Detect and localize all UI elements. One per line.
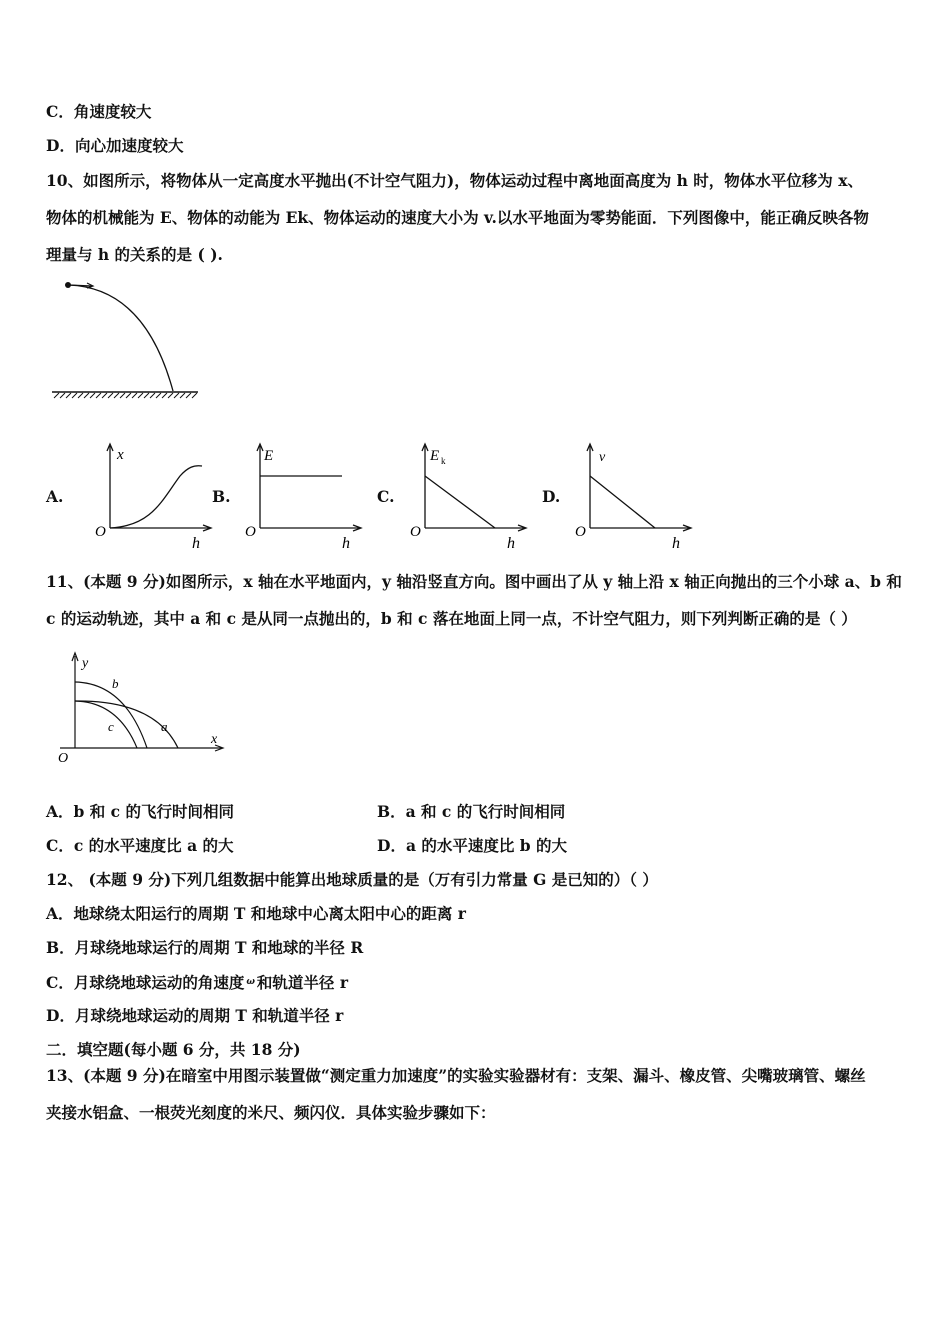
q11-fig-a-label: a bbox=[161, 719, 168, 734]
q10-option-c-label: C. bbox=[377, 487, 395, 506]
q11-option-d: D．a 的水平速度比 b 的大 bbox=[377, 836, 568, 855]
q12-stem: 12、 (本题 9 分)下列几组数据中能算出地球质量的是（万有引力常量 G 是已知的）（ ） bbox=[46, 870, 658, 889]
graph-d-y-label: v bbox=[599, 450, 606, 465]
q10-stem-line2: 物体的机械能为 E、物体的动能为 Ek、物体运动的速度大小为 v.以水平地面为零势能面．下列图像中，能正确反映各物 bbox=[46, 208, 869, 227]
graph-c-h-label: h bbox=[507, 535, 515, 552]
section-2-heading: 二．填空题(每小题 6 分，共 18 分) bbox=[46, 1040, 301, 1059]
q11-fig-b-label: b bbox=[112, 676, 119, 691]
q12-option-b: B．月球绕地球运行的周期 T 和地球的半径 R bbox=[46, 938, 364, 957]
q11-option-c: C．c 的水平速度比 a 的大 bbox=[46, 836, 234, 855]
q11-fig-origin: O bbox=[58, 751, 69, 766]
q11-option-b: B．a 和 c 的飞行时间相同 bbox=[377, 802, 566, 821]
q10-option-b-label: B. bbox=[212, 487, 231, 506]
q10-stem-line1: 10、如图所示，将物体从一定高度水平抛出(不计空气阻力)，物体运动过程中离地面高度为 h 时，物体水平位移为 x、 bbox=[46, 171, 863, 190]
graph-d-h-label: h bbox=[672, 535, 680, 552]
graph-d-origin: O bbox=[575, 524, 586, 540]
q12-option-d: D．月球绕地球运动的周期 T 和轨道半径 r bbox=[46, 1006, 344, 1025]
graph-a-y-label: x bbox=[117, 447, 124, 463]
q11-fig-c-label: c bbox=[108, 719, 114, 734]
graph-b-origin: O bbox=[245, 524, 256, 540]
graph-a-h-label: h bbox=[192, 535, 200, 552]
q13-stem-line2: 夹接水铝盒、一根荧光刻度的米尺、频闪仪．具体实验步骤如下： bbox=[46, 1103, 496, 1122]
graph-c-y-subscript: k bbox=[441, 456, 446, 466]
q12-omega-symbol: ω bbox=[246, 977, 255, 987]
q12-option-c-pre: C．月球绕地球运动的角速度 bbox=[46, 973, 245, 992]
q11-stem-line1: 11、(本题 9 分)如图所示，x 轴在水平地面内，y 轴沿竖直方向。图中画出了从 y 轴上沿 x 轴正向抛出的三个小球 a、b 和 bbox=[46, 572, 902, 591]
graph-a-origin: O bbox=[95, 524, 106, 540]
q11-stem-line2: c 的运动轨迹，其中 a 和 c 是从同一点抛出的，b 和 c 落在地面上同一点，不计空气阻力，则下列判断正确的是（ ） bbox=[46, 609, 857, 628]
q12-option-c bbox=[46, 972, 348, 993]
q12-option-a: A．地球绕太阳运行的周期 T 和地球中心离太阳中心的距离 r bbox=[46, 904, 466, 923]
q10-option-a-label: A. bbox=[46, 487, 64, 506]
q11-trajectory-figure bbox=[50, 648, 230, 770]
q12-option-c-post: 和轨道半径 r bbox=[256, 973, 348, 992]
q10-option-d-label: D. bbox=[542, 487, 561, 506]
q11-option-a: A．b 和 c 的飞行时间相同 bbox=[46, 802, 234, 821]
q10-stem-line3: 理量与 h 的关系的是 ( ). bbox=[46, 245, 223, 264]
graph-c-origin: O bbox=[410, 524, 421, 540]
graph-c-y-label: E bbox=[430, 448, 440, 464]
q13-stem-line1: 13、(本题 9 分)在暗室中用图示装置做“测定重力加速度”的实验实验器材有：支架、漏斗、橡皮管、尖嘴玻璃管、螺丝 bbox=[46, 1066, 866, 1085]
q10-graph-d bbox=[572, 440, 697, 555]
q10-projectile-figure bbox=[45, 278, 205, 403]
q10-graph-b bbox=[242, 440, 367, 555]
graph-b-y-label: E bbox=[264, 448, 274, 464]
q11-fig-x-label: x bbox=[211, 732, 218, 747]
graph-b-h-label: h bbox=[342, 535, 350, 552]
q9-option-c: C．角速度较大 bbox=[46, 102, 152, 121]
q10-graph-a bbox=[92, 440, 217, 555]
q11-fig-y-label: y bbox=[82, 656, 89, 671]
q9-option-d: D．向心加速度较大 bbox=[46, 136, 184, 155]
q10-graph-c bbox=[407, 440, 532, 555]
